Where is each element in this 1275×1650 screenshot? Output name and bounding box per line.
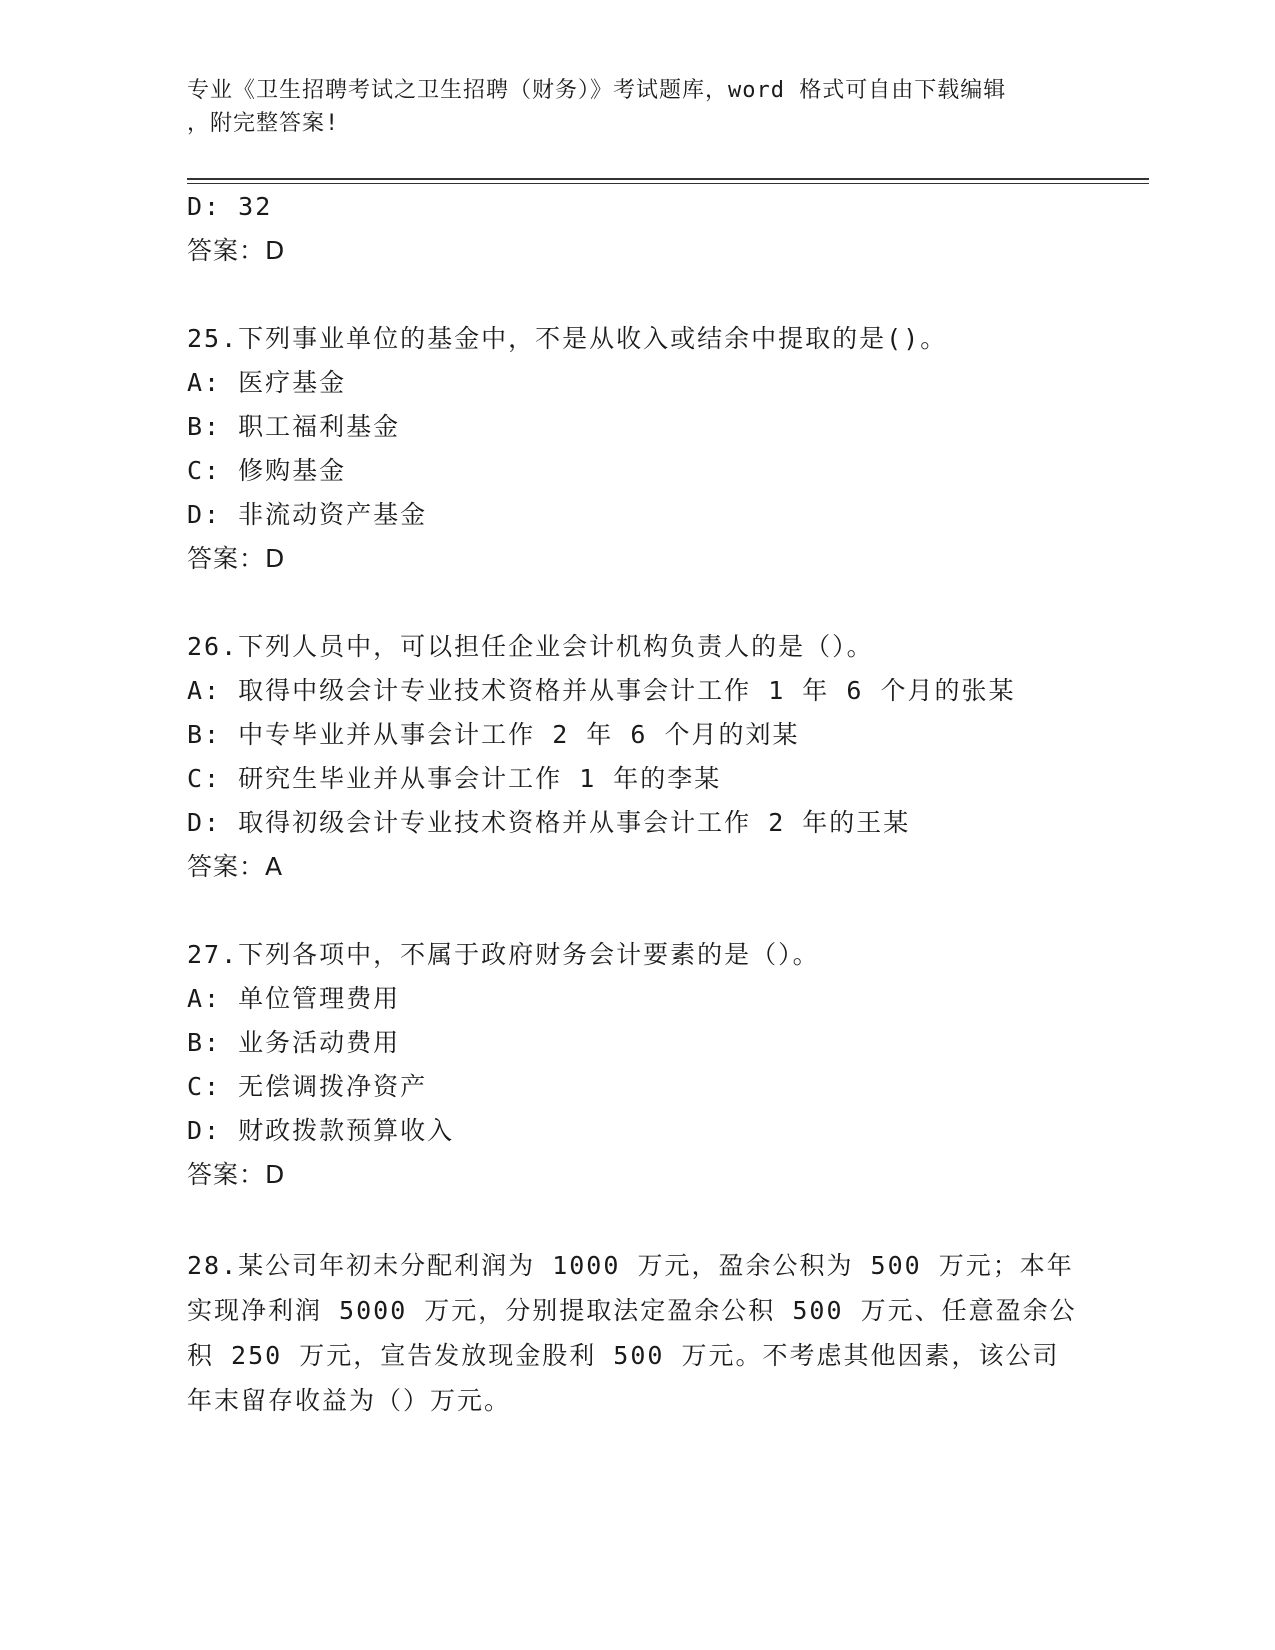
- q28-stem-line-1: 28.某公司年初未分配利润为 1000 万元，盈余公积为 500 万元；本年: [187, 1251, 1074, 1280]
- prev-option-d: D: 32: [187, 192, 273, 221]
- q26-option-a: A: 取得中级会计专业技术资格并从事会计工作 1 年 6 个月的张某: [187, 676, 1016, 705]
- q25-option-a: A: 医疗基金: [187, 368, 347, 397]
- q26-option-d: D: 取得初级会计专业技术资格并从事会计工作 2 年的王某: [187, 808, 911, 837]
- q26-answer: 答案：A: [187, 852, 284, 881]
- q28-stem-line-4: 年末留存收益为（）万元。: [187, 1386, 512, 1415]
- q28-stem: [187, 1243, 1087, 1423]
- q25-option-b: B: 职工福利基金: [187, 412, 401, 441]
- q27-option-a: A: 单位管理费用: [187, 984, 401, 1013]
- q27-option-b: B: 业务活动费用: [187, 1028, 401, 1057]
- q26-option-c: C: 研究生毕业并从事会计工作 1 年的李某: [187, 764, 722, 793]
- q27-option-d: D: 财政拨款预算收入: [187, 1116, 455, 1145]
- header-divider: [187, 178, 1149, 180]
- q25-stem: 25.下列事业单位的基金中，不是从收入或结余中提取的是()。: [187, 324, 948, 353]
- q27-stem: 27.下列各项中，不属于政府财务会计要素的是（）。: [187, 940, 820, 969]
- q28-stem-line-2: 实现净利润 5000 万元，分别提取法定盈余公积 500 万元、任意盈余公: [187, 1296, 1077, 1325]
- header-divider-thin: [187, 183, 1149, 184]
- header-title-line-2: ，附完整答案!: [187, 111, 340, 136]
- header-title-line-1: 专业《卫生招聘考试之卫生招聘（财务）》考试题库，word 格式可自由下载编辑: [187, 78, 1007, 103]
- q25-option-d: D: 非流动资产基金: [187, 500, 428, 529]
- q26-stem: 26.下列人员中，可以担任企业会计机构负责人的是（）。: [187, 632, 874, 661]
- q25-answer: 答案：D: [187, 544, 286, 573]
- prev-answer: 答案：D: [187, 236, 286, 265]
- q25-option-c: C: 修购基金: [187, 456, 347, 485]
- document-header: [187, 74, 1087, 140]
- q27-option-c: C: 无偿调拨净资产: [187, 1072, 428, 1101]
- q27-answer: 答案：D: [187, 1160, 286, 1189]
- q26-option-b: B: 中专毕业并从事会计工作 2 年 6 个月的刘某: [187, 720, 800, 749]
- q28-stem-line-3: 积 250 万元，宣告发放现金股利 500 万元。不考虑其他因素，该公司: [187, 1341, 1060, 1370]
